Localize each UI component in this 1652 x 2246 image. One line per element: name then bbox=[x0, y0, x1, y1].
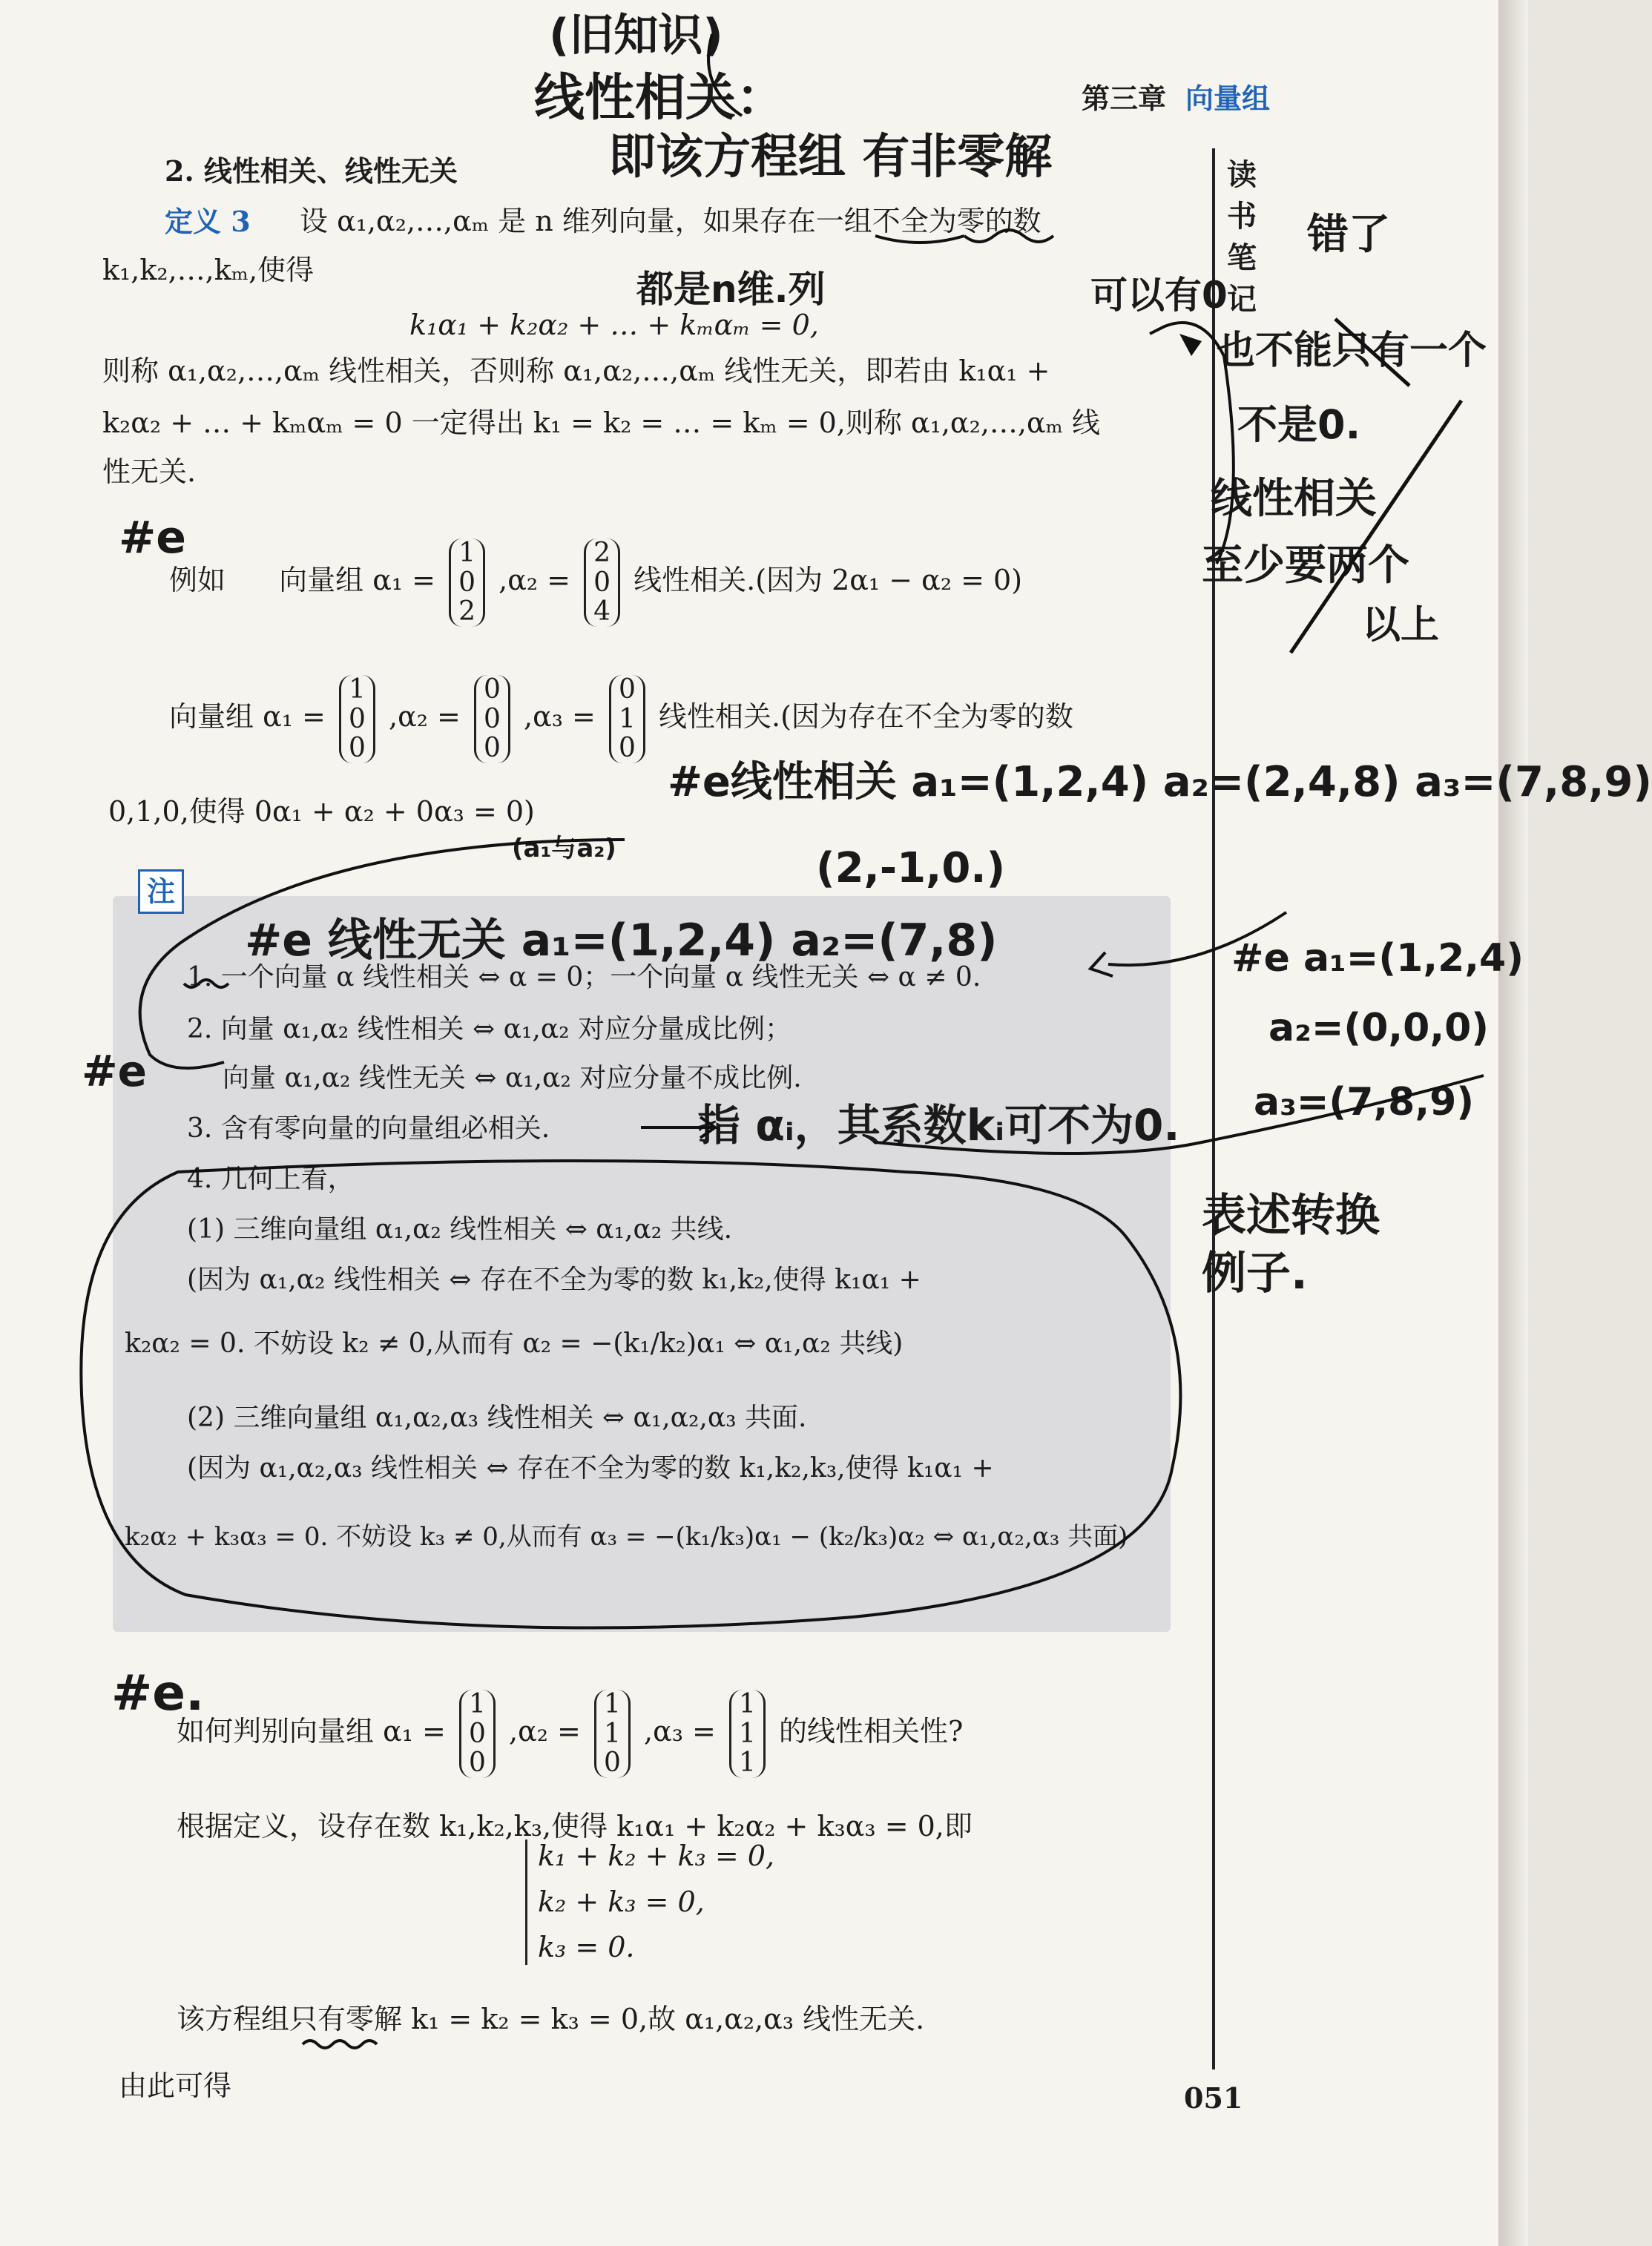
example-3-conclusion: 该方程组只有零解 k₁ = k₂ = k₃ = 0,故 α₁,α₂,α₃ 线性无关. bbox=[177, 2003, 925, 2035]
vector-alpha1: 1 0 0 bbox=[339, 675, 375, 763]
example-2-line-2: 0,1,0,使得 0α₁ + α₂ + 0α₃ = 0) bbox=[108, 795, 535, 828]
equation-system: k₁ + k₂ + k₃ = 0, k₂ + k₃ = 0, k₃ = 0. bbox=[525, 1840, 774, 1965]
chapter-title: 向量组 bbox=[1185, 82, 1271, 115]
page-number: 051 bbox=[1184, 2081, 1243, 2115]
chapter-label: 第三章 bbox=[1082, 82, 1167, 115]
handwriting-think-more: 表述转换 例子. bbox=[1202, 1190, 1380, 1300]
reading-notes-label: 读书笔记 bbox=[1227, 157, 1257, 317]
example-3-text-d: 的线性相关性? bbox=[779, 1714, 964, 1748]
note-item-4-2-reason: (因为 α₁,α₂,α₃ 线性相关 ⇔ 存在不全为零的数 k₁,k₂,k₃,使得 k₁α₁ + bbox=[187, 1453, 994, 1483]
handwriting-n-dim-column: 都是n维.列 bbox=[636, 268, 826, 311]
handwriting-zero-vector-note: 指 αᵢ，其系数kᵢ可不为0. bbox=[697, 1100, 1180, 1150]
handwriting-side-5: 以上 bbox=[1362, 603, 1440, 648]
example-1-text-a: 向量组 α₁ = bbox=[279, 563, 436, 596]
definition-line-1: 设 α₁,α₂,…,αₘ 是 n 维列向量，如果存在一组不全为零的数 bbox=[300, 205, 1041, 237]
handwriting-side-4: 至少要两个 bbox=[1202, 541, 1409, 590]
vector-alpha3: 1 1 1 bbox=[729, 1690, 766, 1778]
vector-alpha3: 0 1 0 bbox=[609, 675, 645, 763]
example-2-text-c: ,α₃ = bbox=[524, 699, 596, 733]
example-1-text-c: 线性相关.(因为 2α₁ − α₂ = 0) bbox=[634, 563, 1023, 596]
note-item-2: 2. 向量 α₁,α₂ 线性相关 ⇔ α₁,α₂ 对应分量成比例； bbox=[187, 1014, 792, 1044]
definition-label: 定义 3 bbox=[165, 205, 251, 238]
handwriting-side-2: 不是0. bbox=[1237, 401, 1361, 448]
handwriting-can-have-zero: 可以有0 bbox=[1090, 274, 1228, 317]
handwriting-hash-e-left: #e bbox=[82, 1046, 147, 1096]
example-3-followup: 由此可得 bbox=[119, 2069, 232, 2102]
example-3-line-2: 根据定义，设存在数 k₁,k₂,k₃,使得 k₁α₁ + k₂α₂ + k₃α₃ = 0,即 bbox=[177, 1810, 973, 1842]
vector-alpha2: 0 0 0 bbox=[474, 675, 510, 763]
vector-alpha2: 2 0 4 bbox=[584, 539, 620, 627]
note-item-4-2-reason-2: k₂α₂ + k₃α₃ = 0. 不妨设 k₃ ≠ 0,从而有 α₃ = −(k₁/k₃)α₁ − (k₂/k₃)α₂ ⇔ α₁,α₂,α₃ 共面) bbox=[125, 1522, 1128, 1552]
handwriting-side-example-a2: a₂=(0,0,0) bbox=[1268, 1006, 1490, 1050]
handwriting-error: 错了 bbox=[1307, 211, 1390, 259]
definition-line-3: 则称 α₁,α₂,…,αₘ 线性相关，否则称 α₁,α₂,…,αₘ 线性无关，即若由 k₁α₁ + bbox=[102, 355, 1050, 387]
note-item-4-1: (1) 三维向量组 α₁,α₂ 线性相关 ⇔ α₁,α₂ 共线. bbox=[187, 1214, 733, 1245]
section-heading: 2. 线性相关、线性无关 bbox=[165, 154, 458, 188]
handwriting-side-example-a3: a₃=(7,8,9) bbox=[1254, 1080, 1475, 1124]
handwriting-side-3: 线性相关 bbox=[1211, 475, 1377, 523]
definition-line-4: k₂α₂ + … + kₘαₘ = 0 一定得出 k₁ = k₂ = … = kₘ = 0,则称 α₁,α₂,…,αₘ 线 bbox=[102, 406, 1101, 439]
note-tag: 注 bbox=[138, 869, 184, 914]
example-1-text-b: ,α₂ = bbox=[498, 563, 571, 596]
handwriting-hash-e-bottom: #e. bbox=[111, 1664, 205, 1722]
handwriting-linear-dependent: 线性相关： bbox=[534, 69, 787, 128]
vector-alpha1: 1 0 0 bbox=[459, 1690, 496, 1778]
example-2-text-a: 向量组 α₁ = bbox=[169, 699, 326, 733]
note-item-4-2: (2) 三维向量组 α₁,α₂,α₃ 线性相关 ⇔ α₁,α₂,α₃ 共面. bbox=[187, 1403, 807, 1433]
note-item-3: 3. 含有零向量的向量组必相关. bbox=[187, 1113, 550, 1144]
definition-line-2: k₁,k₂,…,kₘ,使得 bbox=[102, 254, 315, 286]
example-2-text-d: 线性相关.(因为存在不全为零的数 bbox=[659, 699, 1073, 733]
vector-alpha1: 1 0 2 bbox=[449, 539, 485, 627]
handwriting-old-knowledge: (旧知识) bbox=[549, 10, 723, 62]
handwriting-side-1: 也不能只有一个 bbox=[1217, 329, 1487, 373]
handwriting-a1-a2: (a₁与a₂) bbox=[512, 834, 616, 863]
example-2-text-b: ,α₂ = bbox=[389, 699, 461, 733]
handwriting-dependent-example: #e线性相关 a₁=(1,2,4) a₂=(2,4,8) a₃=(7,8,9) bbox=[668, 758, 1652, 806]
example-3-text-c: ,α₃ = bbox=[644, 1714, 716, 1748]
handwriting-side-example-a1: #e a₁=(1,2,4) bbox=[1231, 936, 1524, 981]
example-3-text-b: ,α₂ = bbox=[509, 1714, 581, 1748]
handwriting-eg-tag: #e bbox=[119, 512, 186, 564]
handwriting-independent-example: #e 线性无关 a₁=(1,2,4) a₂=(7,8) bbox=[245, 915, 998, 966]
note-item-4-1-reason-2: k₂α₂ = 0. 不妨设 k₂ ≠ 0,从而有 α₂ = −(k₁/k₂)α₁ ⇔ α₁,α₂ 共线) bbox=[125, 1328, 904, 1359]
handwriting-coefficients: (2,-1,0.) bbox=[816, 844, 1006, 892]
definition-line-5: 性无关. bbox=[102, 455, 197, 488]
note-item-4-1-reason: (因为 α₁,α₂ 线性相关 ⇔ 存在不全为零的数 k₁,k₂,使得 k₁α₁ + bbox=[187, 1265, 921, 1295]
handwriting-nonzero-solution: 即该方程组 有非零解 bbox=[608, 130, 1053, 185]
definition-equation: k₁α₁ + k₂α₂ + … + kₘαₘ = 0, bbox=[409, 309, 819, 341]
note-item-4: 4. 几何上看， bbox=[187, 1164, 355, 1194]
vector-alpha2: 1 1 0 bbox=[594, 1690, 631, 1778]
note-item-2b: 向量 α₁,α₂ 线性无关 ⇔ α₁,α₂ 对应分量不成比例. bbox=[223, 1063, 802, 1093]
example-3-text-a: 如何判别向量组 α₁ = bbox=[177, 1714, 446, 1748]
example-label: 例如 bbox=[169, 563, 226, 596]
note-item-1: 1. 一个向量 α 线性相关 ⇔ α = 0；一个向量 α 线性无关 ⇔ α ≠ 0. bbox=[187, 962, 981, 992]
